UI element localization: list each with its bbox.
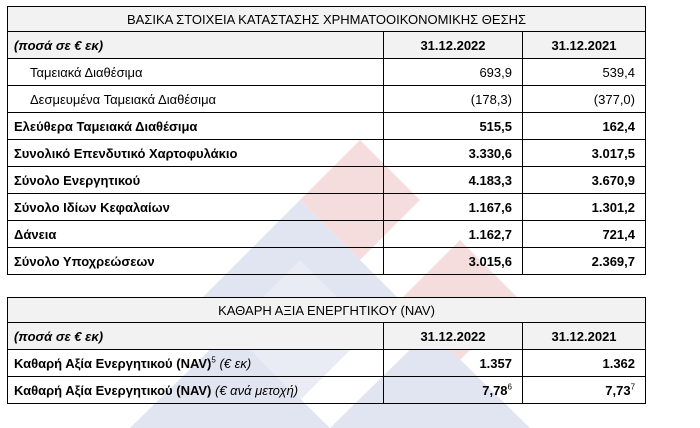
nav-table <box>7 297 646 404</box>
value-2021: (377,0) <box>523 86 646 113</box>
value-2022: 693,9 <box>384 59 523 86</box>
value-2021: 1.301,2 <box>523 194 646 221</box>
balance-title: ΒΑΣΙΚΑ ΣΤΟΙΧΕΙΑ ΚΑΤΑΣΤΑΣΗΣ ΧΡΗΜΑΤΟΟΙΚΟΝΟΜΙΚΗΣ ΘΕΣΗΣ <box>8 7 646 32</box>
table-row <box>8 140 646 167</box>
row-label: Δεσμευμένα Ταμειακά Διαθέσιμα <box>8 86 384 113</box>
value-2021: 721,4 <box>523 221 646 248</box>
row-label: Σύνολο Ενεργητικού <box>8 167 384 194</box>
table-row <box>8 86 646 113</box>
row-label: Δάνεια <box>8 221 384 248</box>
row-label: Ελεύθερα Ταμειακά Διαθέσιμα <box>8 113 384 140</box>
footnote-ref: 7 <box>630 382 636 392</box>
value-2021: 162,4 <box>523 113 646 140</box>
row-label <box>8 377 384 404</box>
row-label: Σύνολο Υποχρεώσεων <box>8 248 384 275</box>
footnote-ref: 6 <box>507 382 512 392</box>
value-2021 <box>523 377 646 404</box>
table-row <box>8 221 646 248</box>
unit-label: (ποσά σε € εκ) <box>8 323 384 350</box>
unit-suffix: (€ ανά μετοχή) <box>215 382 299 398</box>
row-label: Σύνολο Ιδίων Κεφαλαίων <box>8 194 384 221</box>
value-2022: 515,5 <box>384 113 523 140</box>
table-row <box>8 59 646 86</box>
value-2022: 1.162,7 <box>384 221 523 248</box>
table-title-row <box>8 298 646 323</box>
header-row <box>8 323 646 350</box>
col-2022-header: 31.12.2022 <box>384 323 523 350</box>
balance-sheet-table <box>7 6 646 275</box>
value-2022: 4.183,3 <box>384 167 523 194</box>
value-2022: 1.357 <box>384 350 523 377</box>
value-2021: 3.670,9 <box>523 167 646 194</box>
header-row <box>8 32 646 59</box>
footnote-ref: 5 <box>211 355 216 365</box>
table-title-row <box>8 7 646 32</box>
value-2022 <box>384 377 523 404</box>
table-row <box>8 194 646 221</box>
col-2021-header: 31.12.2021 <box>523 323 646 350</box>
unit-label: (ποσά σε € εκ) <box>8 32 384 59</box>
table-row <box>8 113 646 140</box>
row-label: Συνολικό Επενδυτικό Χαρτοφυλάκιο <box>8 140 384 167</box>
nav-label: Καθαρή Αξία Ενεργητικού (NAV) <box>14 355 212 371</box>
table-row <box>8 377 646 404</box>
row-label <box>8 350 384 377</box>
value-2021-text: 7,73 <box>605 382 631 398</box>
table-row <box>8 167 646 194</box>
col-2021-header: 31.12.2021 <box>523 32 646 59</box>
value-2021: 539,4 <box>523 59 646 86</box>
table-row <box>8 248 646 275</box>
value-2022: 3.015,6 <box>384 248 523 275</box>
nav-title: ΚΑΘΑΡΗ ΑΞΙΑ ΕΝΕΡΓΗΤΙΚΟΥ (NAV) <box>8 298 646 323</box>
unit-suffix: (€ εκ) <box>219 355 252 371</box>
value-2022: 3.330,6 <box>384 140 523 167</box>
value-2021: 2.369,7 <box>523 248 646 275</box>
value-2022: 1.167,6 <box>384 194 523 221</box>
col-2022-header: 31.12.2022 <box>384 32 523 59</box>
table-row <box>8 350 646 377</box>
value-2021: 1.362 <box>523 350 646 377</box>
value-2022-text: 7,78 <box>482 382 508 398</box>
value-2022: (178,3) <box>384 86 523 113</box>
row-label: Ταμειακά Διαθέσιμα <box>8 59 384 86</box>
nav-label: Καθαρή Αξία Ενεργητικού (NAV) <box>14 382 212 398</box>
value-2021: 3.017,5 <box>523 140 646 167</box>
